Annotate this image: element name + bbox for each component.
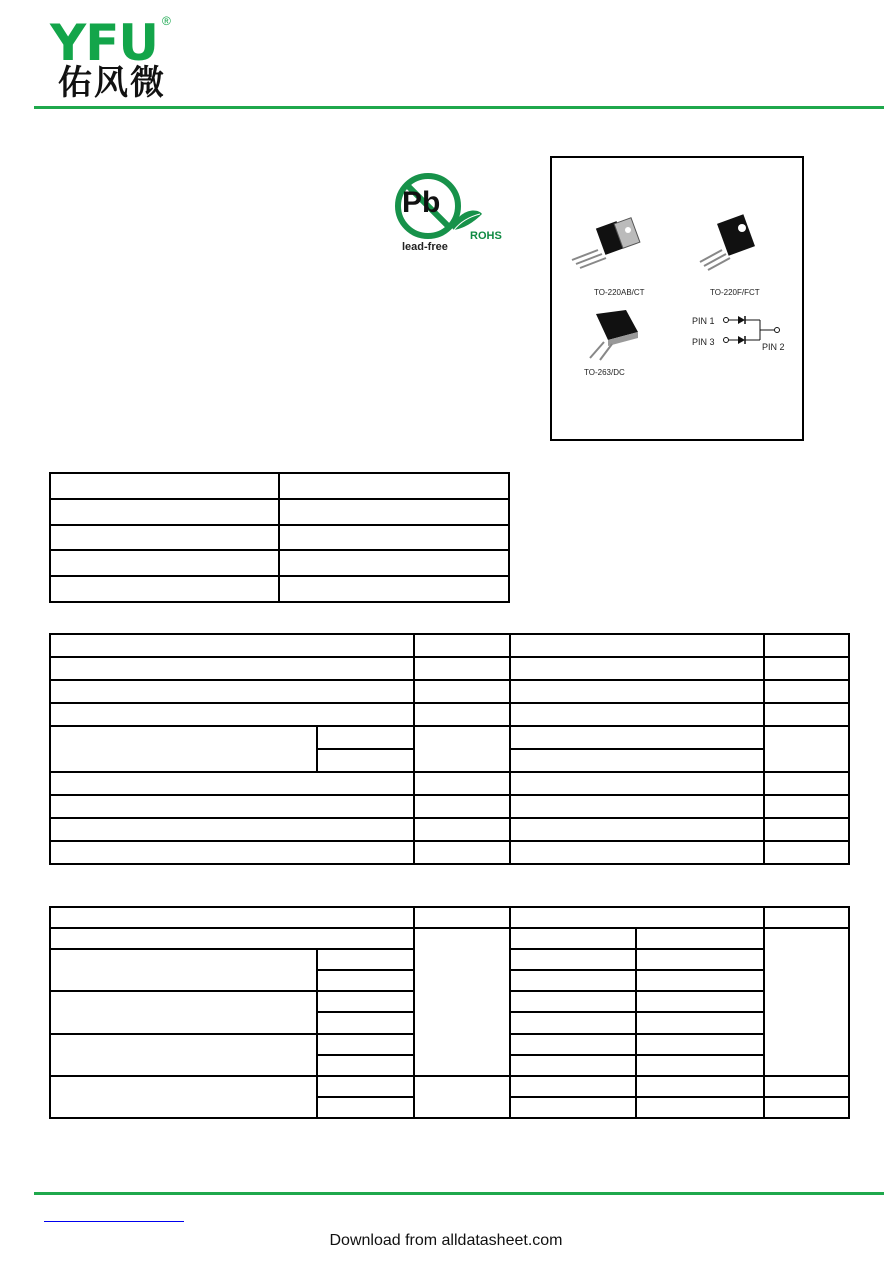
table-cell: [764, 680, 849, 703]
table-row: [50, 818, 849, 841]
table-cell: [414, 907, 510, 928]
package-label-to220f: TO-220F/FCT: [710, 288, 760, 297]
table-cell: [636, 1076, 764, 1097]
table-cell: [50, 576, 279, 602]
table-cell: [414, 795, 510, 818]
table-cell: [317, 949, 414, 970]
rohs-label: ROHS: [470, 230, 502, 242]
table-row: [50, 841, 849, 864]
table-cell: [636, 1055, 764, 1076]
table-cell: [764, 907, 849, 928]
table-cell: [50, 841, 414, 864]
table-cell: [510, 991, 637, 1012]
table-cell: [317, 726, 414, 749]
to220f-package-icon: [692, 212, 772, 276]
table-row: [50, 680, 849, 703]
table-row: [50, 928, 849, 949]
table-row: [50, 576, 509, 602]
table-row: [50, 525, 509, 551]
table-cell: [636, 928, 764, 949]
ratings-table: [49, 633, 850, 865]
package-label-to263: TO-263/DC: [584, 368, 625, 377]
footer-divider: [34, 1192, 884, 1195]
table-row: [50, 473, 509, 499]
table-cell: [510, 1076, 637, 1097]
table-row: [50, 550, 509, 576]
to263-package-icon: [578, 306, 644, 364]
table-cell: [414, 657, 510, 680]
table-cell: [764, 841, 849, 864]
table-cell: [414, 680, 510, 703]
pin3-label: PIN 3: [692, 337, 715, 347]
table-cell: [414, 1076, 510, 1118]
table-cell: [50, 1076, 317, 1118]
table-row: [50, 1076, 849, 1097]
table-cell: [317, 970, 414, 991]
table-cell: [414, 772, 510, 795]
table-cell: [279, 576, 509, 602]
table-cell: [50, 772, 414, 795]
table-cell: [317, 1055, 414, 1076]
table-cell: [414, 634, 510, 657]
table-cell: [510, 841, 764, 864]
table-row: [50, 499, 509, 525]
table-cell: [510, 772, 764, 795]
table-cell: [50, 703, 414, 726]
table-cell: [636, 1012, 764, 1033]
table-cell: [764, 928, 849, 1076]
table-cell: [279, 499, 509, 525]
table-cell: [510, 949, 637, 970]
table-cell: [50, 657, 414, 680]
table-cell: [317, 1034, 414, 1055]
table-cell: [510, 703, 764, 726]
diode-schematic-icon: [722, 312, 792, 346]
table-cell: [414, 928, 510, 1076]
table-cell: [510, 680, 764, 703]
characteristics-table: [49, 906, 850, 1119]
table-cell: [510, 818, 764, 841]
table-cell: [636, 1034, 764, 1055]
table-cell: [414, 841, 510, 864]
table-cell: [510, 928, 637, 949]
table-cell: [279, 550, 509, 576]
to220ab-package-icon: [568, 216, 648, 276]
table-cell: [414, 726, 510, 772]
table-cell: [764, 634, 849, 657]
table-cell: [764, 657, 849, 680]
table-cell: [510, 795, 764, 818]
table-cell: [279, 525, 509, 551]
table-cell: [636, 949, 764, 970]
summary-table: [49, 472, 510, 603]
package-label-to220ab: TO-220AB/CT: [594, 288, 645, 297]
table-cell: [510, 726, 764, 749]
table-row: [50, 634, 849, 657]
table-cell: [414, 703, 510, 726]
table-cell: [636, 970, 764, 991]
table-cell: [50, 907, 414, 928]
table-cell: [764, 818, 849, 841]
table-cell: [414, 818, 510, 841]
table-cell: [50, 795, 414, 818]
table-row: [50, 795, 849, 818]
table-cell: [50, 499, 279, 525]
table-cell: [50, 680, 414, 703]
lead-free-caption: lead-free: [402, 241, 448, 253]
table-cell: [50, 928, 414, 949]
table-cell: [50, 1034, 317, 1076]
table-cell: [50, 473, 279, 499]
table-cell: [510, 1034, 637, 1055]
table-cell: [764, 1076, 849, 1097]
table-cell: [510, 657, 764, 680]
table-row: [50, 907, 849, 928]
pb-symbol: Pb: [402, 186, 441, 219]
table-cell: [764, 772, 849, 795]
download-notice: Download from alldatasheet.com: [329, 1232, 563, 1249]
table-cell: [50, 550, 279, 576]
table-cell: [636, 1097, 764, 1118]
table-cell: [279, 473, 509, 499]
table-cell: [50, 818, 414, 841]
header-divider: [34, 106, 884, 109]
table-row: [50, 726, 849, 749]
table-row: [50, 657, 849, 680]
table-cell: [510, 1097, 637, 1118]
table-cell: [764, 1097, 849, 1118]
table-cell: [50, 726, 317, 772]
package-box: [550, 156, 804, 441]
table-row: [50, 772, 849, 795]
table-cell: [764, 795, 849, 818]
table-cell: [510, 749, 764, 772]
table-row: [50, 703, 849, 726]
table-cell: [510, 634, 764, 657]
pin1-label: PIN 1: [692, 316, 715, 326]
table-cell: [510, 970, 637, 991]
table-cell: [50, 991, 317, 1033]
pin2-label: PIN 2: [762, 342, 785, 352]
table-cell: [510, 1055, 637, 1076]
table-cell: [317, 1076, 414, 1097]
table-cell: [636, 991, 764, 1012]
table-cell: [317, 1012, 414, 1033]
table-cell: [510, 907, 764, 928]
table-cell: [764, 703, 849, 726]
table-cell: [764, 726, 849, 772]
footer-link[interactable]: [44, 1209, 184, 1222]
table-cell: [317, 1097, 414, 1118]
registered-mark: ®: [162, 14, 171, 28]
brand-logo-chinese: 佑风微: [58, 63, 166, 103]
table-cell: [50, 634, 414, 657]
table-cell: [50, 525, 279, 551]
table-cell: [50, 949, 317, 991]
table-cell: [317, 749, 414, 772]
table-cell: [510, 1012, 637, 1033]
table-cell: [317, 991, 414, 1012]
brand-logo: YFU: [50, 14, 158, 72]
